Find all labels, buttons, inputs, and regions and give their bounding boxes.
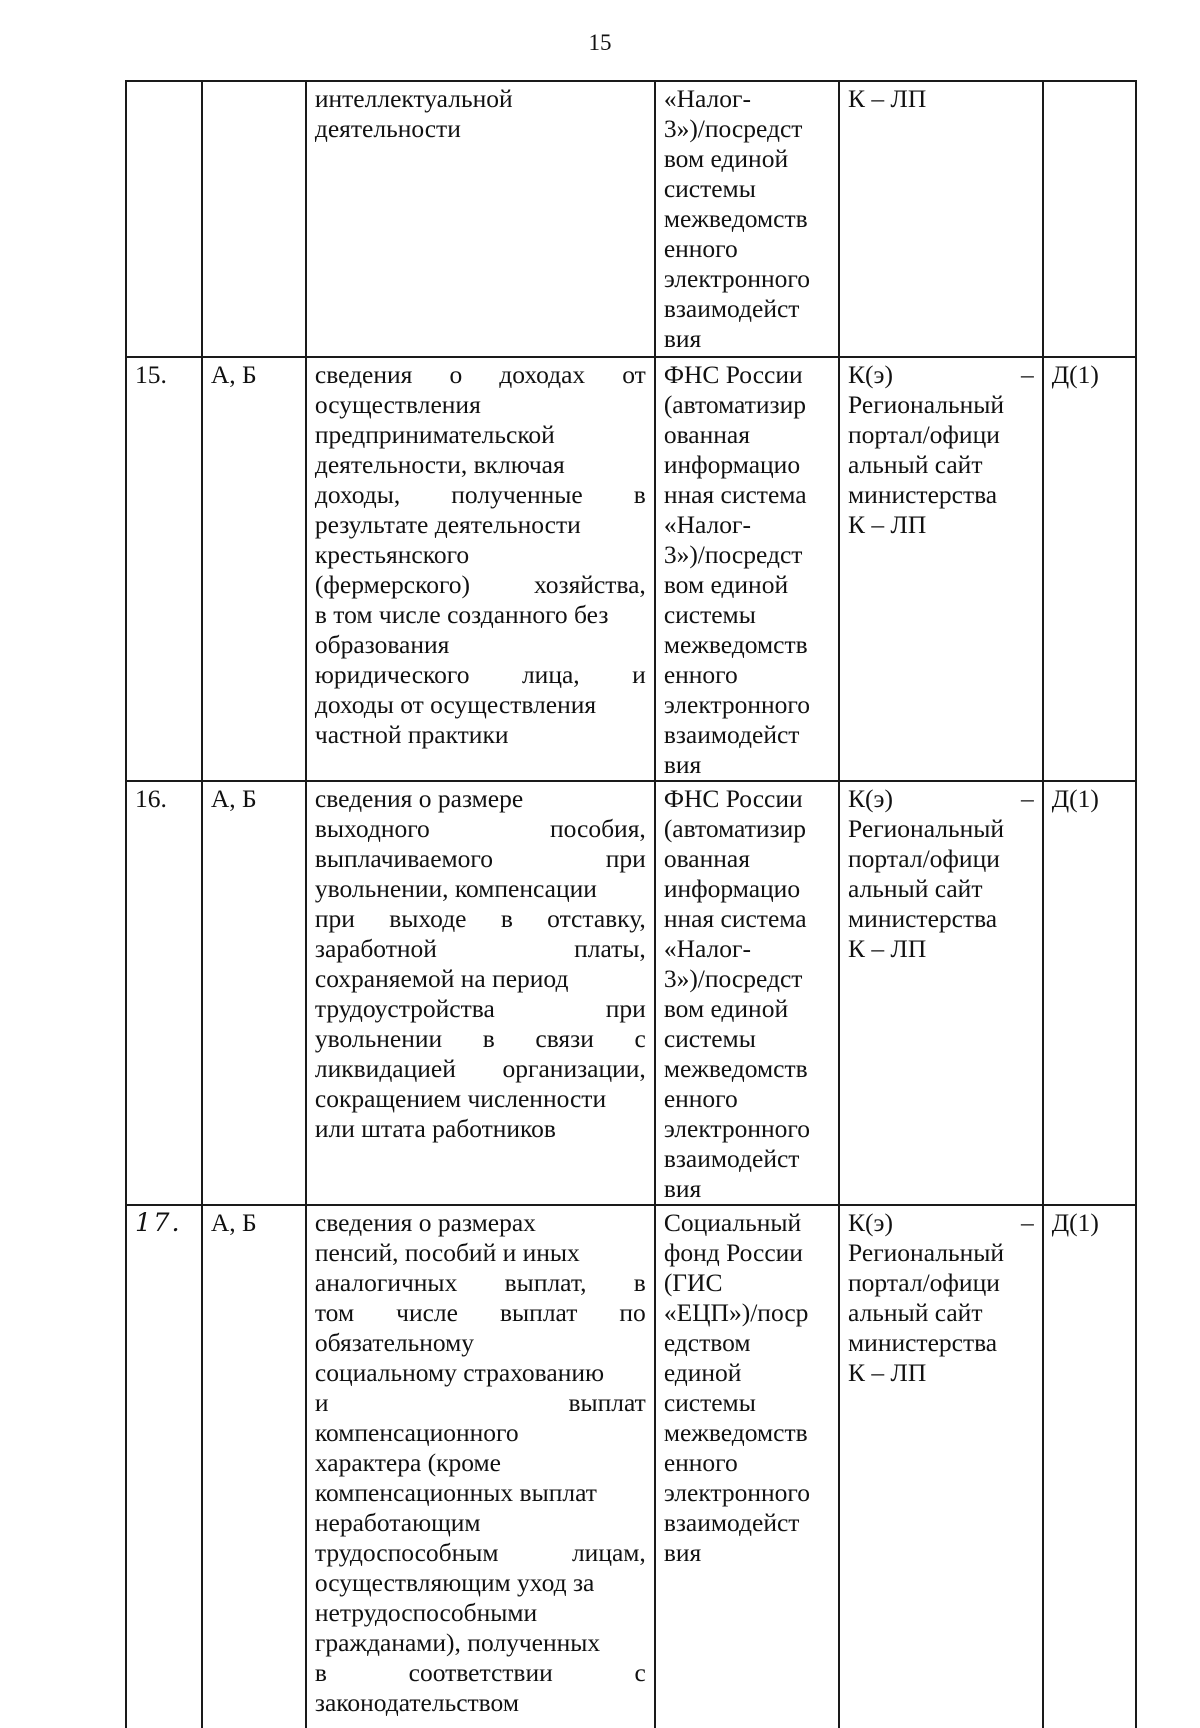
source-line: электронного (663, 690, 810, 719)
description-cell (306, 781, 655, 1205)
description-line: интеллектуальной (314, 84, 513, 113)
description-line: сведения о доходах от (314, 360, 646, 389)
description-line: деятельности, включая (314, 450, 565, 479)
category-cell (202, 781, 306, 1205)
description-line: компенсационных выплат (314, 1478, 597, 1507)
form-line: К – ЛП (848, 1358, 927, 1387)
form-cell (839, 781, 1043, 1205)
source-line: 3»)/посредст (663, 114, 803, 143)
source-line: межведомств (663, 1054, 808, 1083)
source-line: информацио (663, 874, 801, 903)
source-line: ФНС России (663, 360, 803, 389)
category-cell (202, 81, 306, 357)
table-row (126, 1205, 1136, 1728)
source-line: ованная (663, 844, 750, 873)
form-line: альный сайт (848, 874, 983, 903)
row-number: 15. (135, 360, 167, 389)
description-line: том числе выплат по (314, 1298, 646, 1327)
form-cell (839, 81, 1043, 357)
services-table (125, 80, 1137, 1728)
source-line: взаимодейст (663, 1508, 800, 1537)
description-line: сокращением численности (314, 1084, 607, 1113)
source-line: единой (663, 1358, 742, 1387)
form-line: Региональный (848, 1238, 1005, 1267)
source-line: межведомств (663, 630, 808, 659)
source-line: «Налог- (663, 934, 751, 963)
category-cell (202, 357, 306, 781)
row-number-handwritten: 17. (135, 1208, 182, 1238)
description-line: юридического лица, и (314, 660, 646, 689)
source-line: системы (663, 1388, 756, 1417)
description-line: законодательством (314, 1688, 519, 1717)
description-line: при выходе в отставку, (314, 904, 646, 933)
description-line: сведения о размерах (314, 1208, 536, 1237)
source-line: вом единой (663, 144, 789, 173)
description-line: пенсий, пособий и иных (314, 1238, 580, 1267)
source-cell (655, 1205, 839, 1728)
description-line: неработающим (314, 1508, 481, 1537)
source-cell (655, 357, 839, 781)
page-number: 15 (588, 30, 612, 55)
source-line: едством (663, 1328, 751, 1357)
source-line: взаимодейст (663, 294, 800, 323)
source-line: 3»)/посредст (663, 964, 803, 993)
description-line: осуществления (314, 390, 481, 419)
source-line: (ГИС (663, 1268, 723, 1297)
description-line: крестьянского (314, 540, 470, 569)
source-line: енного (663, 234, 738, 263)
description-line: нетрудоспособными (314, 1598, 538, 1627)
form-line: альный сайт (848, 450, 983, 479)
source-line: межведомств (663, 204, 808, 233)
row-number: 16. (135, 784, 167, 813)
source-line: «Налог- (663, 84, 751, 113)
source-line: вия (663, 1538, 702, 1567)
row-number-cell (126, 1205, 202, 1728)
row-number-cell (126, 357, 202, 781)
term-cell (1043, 357, 1136, 781)
form-line: портал/офици (848, 420, 1000, 449)
description-line: в том числе созданного без (314, 600, 609, 629)
description-line: результате деятельности (314, 510, 581, 539)
description-line: аналогичных выплат, в (314, 1268, 646, 1297)
source-line: системы (663, 600, 756, 629)
source-line: енного (663, 1084, 738, 1113)
term-cell (1043, 1205, 1136, 1728)
row-category: А, Б (210, 360, 257, 389)
description-line: ликвидацией организации, (314, 1054, 646, 1083)
description-line: заработной платы, (314, 934, 646, 963)
form-line: К – ЛП (848, 934, 927, 963)
source-line: (автоматизир (663, 390, 806, 419)
form-line: К(э) – (848, 784, 1034, 813)
source-line: информацио (663, 450, 801, 479)
description-line: в соответствии с (314, 1658, 646, 1687)
source-line: взаимодейст (663, 1144, 800, 1173)
description-line: трудоустройства при (314, 994, 646, 1023)
description-line: гражданами), полученных (314, 1628, 601, 1657)
description-line: обязательному (314, 1328, 475, 1357)
description-line: деятельности (314, 114, 461, 143)
description-line: образования (314, 630, 450, 659)
source-line: вия (663, 1174, 702, 1203)
source-line: вия (663, 750, 702, 779)
source-line: «Налог- (663, 510, 751, 539)
description-line: доходы, полученные в (314, 480, 646, 509)
row-category: А, Б (210, 1208, 257, 1237)
source-line: енного (663, 1448, 738, 1477)
form-cell (839, 1205, 1043, 1728)
term-cell (1043, 781, 1136, 1205)
description-line: предпринимательской (314, 420, 555, 449)
source-cell (655, 781, 839, 1205)
description-line: и выплат (314, 1388, 646, 1417)
row-term: Д(1) (1051, 784, 1099, 813)
form-line: К(э) – (848, 1208, 1034, 1237)
table-row (126, 81, 1136, 357)
form-line: Региональный (848, 390, 1005, 419)
source-line: (автоматизир (663, 814, 806, 843)
description-line: доходы от осуществления (314, 690, 597, 719)
table-row (126, 357, 1136, 781)
form-line: портал/офици (848, 1268, 1000, 1297)
description-line: сохраняемой на период (314, 964, 569, 993)
row-number-cell (126, 781, 202, 1205)
source-line: системы (663, 1024, 756, 1053)
term-cell (1043, 81, 1136, 357)
description-cell (306, 1205, 655, 1728)
row-term: Д(1) (1051, 360, 1099, 389)
source-cell (655, 81, 839, 357)
row-category: А, Б (210, 784, 257, 813)
form-line: портал/офици (848, 844, 1000, 873)
source-line: электронного (663, 264, 810, 293)
source-line: «ЕЦП»)/поср (663, 1298, 809, 1327)
source-line: ованная (663, 420, 750, 449)
source-line: системы (663, 174, 756, 203)
description-line: увольнении в связи с (314, 1024, 646, 1053)
description-line: увольнении, компенсации (314, 874, 597, 903)
description-line: выходного пособия, (314, 814, 646, 843)
form-line: К – ЛП (848, 84, 927, 113)
description-line: трудоспособным лицам, (314, 1538, 646, 1567)
form-line: К – ЛП (848, 510, 927, 539)
form-line: министерства (848, 904, 998, 933)
description-line: (фермерского) хозяйства, (314, 570, 646, 599)
source-line: взаимодейст (663, 720, 800, 749)
description-line: выплачиваемого при (314, 844, 646, 873)
description-line: характера (кроме (314, 1448, 501, 1477)
table-row (126, 781, 1136, 1205)
source-line: фонд России (663, 1238, 803, 1267)
source-line: вом единой (663, 570, 789, 599)
source-line: электронного (663, 1478, 810, 1507)
row-number-cell (126, 81, 202, 357)
source-line: межведомств (663, 1418, 808, 1447)
source-line: нная система (663, 480, 807, 509)
form-line: Региональный (848, 814, 1005, 843)
row-term: Д(1) (1051, 1208, 1099, 1237)
description-cell (306, 81, 655, 357)
description-line: сведения о размере (314, 784, 524, 813)
description-line: осуществляющим уход за (314, 1568, 595, 1597)
source-line: вия (663, 324, 702, 353)
form-line: министерства (848, 480, 998, 509)
source-line: Социальный (663, 1208, 802, 1237)
source-line: электронного (663, 1114, 810, 1143)
category-cell (202, 1205, 306, 1728)
form-cell (839, 357, 1043, 781)
source-line: нная система (663, 904, 807, 933)
description-line: социальному страхованию (314, 1358, 605, 1387)
form-line: альный сайт (848, 1298, 983, 1327)
description-line: частной практики (314, 720, 509, 749)
form-line: К(э) – (848, 360, 1034, 389)
source-line: енного (663, 660, 738, 689)
description-line: компенсационного (314, 1418, 519, 1447)
form-line: министерства (848, 1328, 998, 1357)
description-line: или штата работников (314, 1114, 556, 1143)
source-line: ФНС России (663, 784, 803, 813)
source-line: 3»)/посредст (663, 540, 803, 569)
description-cell (306, 357, 655, 781)
source-line: вом единой (663, 994, 789, 1023)
